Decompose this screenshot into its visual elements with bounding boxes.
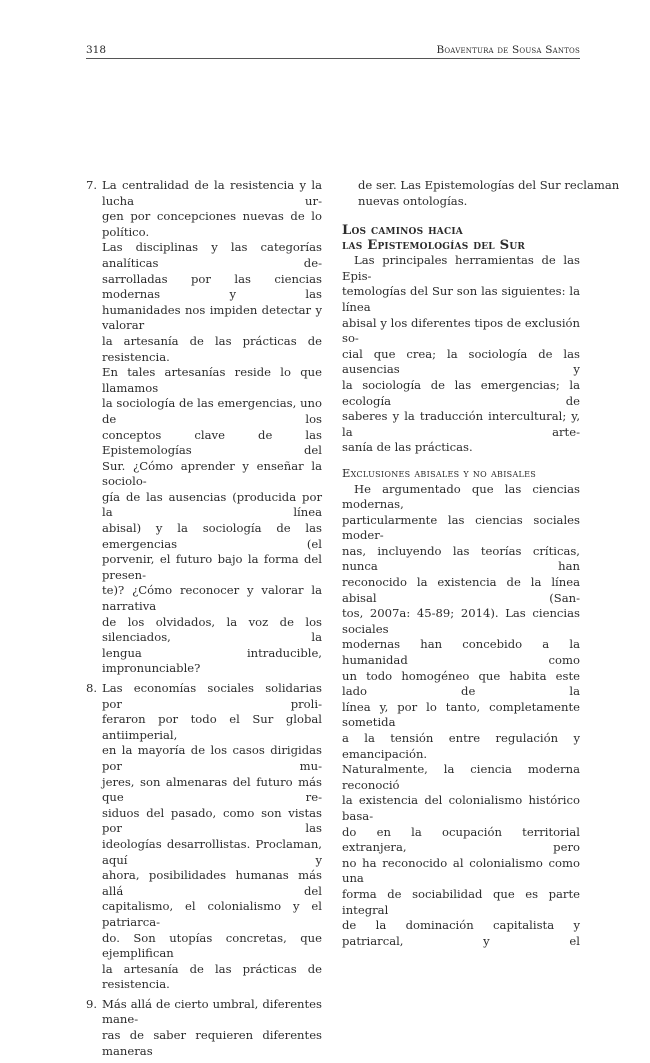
text-line: un todo homogéneo que habita este lado de la bbox=[342, 668, 580, 699]
right-column bbox=[342, 178, 620, 949]
text-line: feraron por todo el Sur global antiimperial, bbox=[102, 712, 322, 742]
subsection-paragraph bbox=[342, 482, 580, 950]
list-item-8 bbox=[86, 681, 322, 993]
section-title bbox=[342, 223, 580, 253]
subsection-title: Exclusiones abisales y no abisales bbox=[342, 465, 537, 480]
text-line: reconocido la existencia de la línea abisal (San- bbox=[342, 575, 580, 605]
left-column bbox=[86, 178, 322, 1063]
text-line: jeres, son almenaras del futuro más que re- bbox=[102, 774, 322, 805]
list-number: 7. bbox=[86, 178, 98, 192]
text-line: particularmente las ciencias sociales moder- bbox=[342, 512, 580, 543]
text-line: abisal y los diferentes tipos de exclusión so- bbox=[342, 315, 580, 346]
text-line: La centralidad de la resistencia y la lucha ur- bbox=[102, 178, 322, 208]
text-line: gen por concepciones nuevas de lo político. bbox=[102, 209, 322, 239]
text-line: en la mayoría de los casos dirigidas por mu- bbox=[102, 743, 322, 773]
text-line: Más allá de cierto umbral, diferentes mane- bbox=[102, 996, 322, 1027]
text-line: ideologías desarrollistas. Proclaman, aquí y bbox=[102, 836, 322, 867]
text-line: En tales artesanías reside lo que llamamos bbox=[102, 365, 322, 395]
text-line: de ser. Las Epistemologías del Sur reclaman bbox=[358, 178, 620, 192]
text-line: la artesanía de las prácticas de resistencia. bbox=[102, 333, 322, 364]
list-number: 9. bbox=[86, 996, 98, 1011]
page-number: 318 bbox=[86, 44, 107, 56]
text-line: nas, incluyendo las teorías críticas, nunca han bbox=[342, 543, 580, 574]
text-line: porvenir, el futuro bajo la forma del presen- bbox=[102, 552, 322, 582]
page-header bbox=[86, 44, 580, 58]
text-line: a la tensión entre regulación y emancipación. bbox=[342, 731, 580, 761]
text-line: tos, 2007a: 45-89; 2014). Las ciencias sociales bbox=[342, 606, 580, 636]
text-line: Naturalmente, la ciencia moderna reconoció bbox=[342, 762, 580, 792]
text-line: sarrolladas por las ciencias modernas y las bbox=[102, 271, 322, 302]
text-line: siduos del pasado, como son vistas por las bbox=[102, 805, 322, 836]
running-head: Boaventura de Sousa Santos bbox=[436, 44, 580, 56]
text-line: línea y, por lo tanto, completamente sometida bbox=[342, 699, 580, 730]
text-line: do en la ocupación territorial extranjera, pero bbox=[342, 824, 580, 855]
section-title-line: Los caminos hacia bbox=[342, 223, 463, 239]
text-line: sanía de las prácticas. bbox=[342, 440, 473, 455]
text-line: abisal) y la sociología de las emergencias (el bbox=[102, 521, 322, 551]
text-line: conceptos clave de las Epistemologías del bbox=[102, 427, 322, 458]
text-line: forma de sociabilidad que es parte integral bbox=[342, 886, 580, 917]
section-paragraph bbox=[342, 253, 580, 456]
text-line: de los olvidados, la voz de los silenciados, la bbox=[102, 614, 322, 645]
text-line: nuevas ontologías. bbox=[358, 193, 468, 208]
text-line: Las principales herramientas de las Epis- bbox=[342, 253, 580, 283]
list-number: 8. bbox=[86, 681, 98, 695]
text-line: la artesanía de las prácticas de resistencia. bbox=[102, 961, 322, 992]
section-title-line: las Epistemologías del Sur bbox=[342, 238, 526, 254]
text-line: la sociología de las emergencias, uno de los bbox=[102, 396, 322, 426]
list-continuation bbox=[342, 178, 620, 209]
text-line: ras de saber requieren diferentes maneras bbox=[102, 1028, 322, 1058]
text-line: no ha reconocido al colonialismo como una bbox=[342, 855, 580, 886]
text-line: la sociología de las emergencias; la ecología de bbox=[342, 377, 580, 408]
text-line: Las economías sociales solidarias por proli- bbox=[102, 681, 322, 711]
text-line: capitalismo, el colonialismo y el patriarca- bbox=[102, 899, 322, 929]
text-line: modernas han concebido a la humanidad como bbox=[342, 637, 580, 668]
text-line: la existencia del colonialismo histórico basa- bbox=[342, 793, 580, 823]
header-rule bbox=[86, 58, 580, 59]
text-line: te)? ¿Cómo reconocer y valorar la narrativa bbox=[102, 583, 322, 614]
list-item-7 bbox=[86, 178, 322, 677]
text-line: He argumentado que las ciencias modernas, bbox=[342, 481, 580, 512]
text-line: Las disciplinas y las categorías analíticas de- bbox=[102, 240, 322, 270]
text-line: cial que crea; la sociología de las ausencias y bbox=[342, 346, 580, 377]
text-line: saberes y la traducción intercultural; y, la arte- bbox=[342, 409, 580, 439]
text-line: ahora, posibilidades humanas más allá del bbox=[102, 868, 322, 898]
text-line: de la dominación capitalista y patriarcal, y el bbox=[342, 918, 580, 948]
text-line: lengua intraducible, impronunciable? bbox=[102, 645, 322, 676]
text-line: temologías del Sur son las siguientes: la línea bbox=[342, 284, 580, 314]
text-line: do. Son utopías concretas, que ejemplifican bbox=[102, 930, 322, 961]
text-line: Sur. ¿Cómo aprender y enseñar la sociolo- bbox=[102, 458, 322, 489]
list-item-9 bbox=[86, 997, 322, 1059]
text-line: gía de las ausencias (producida por la línea bbox=[102, 489, 322, 520]
text-line: humanidades nos impiden detectar y valorar bbox=[102, 302, 322, 333]
